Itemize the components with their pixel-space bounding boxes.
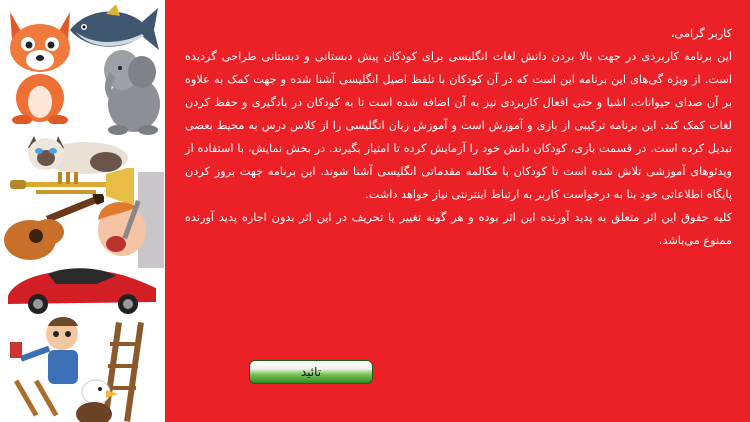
guitar-illustration	[0, 194, 104, 264]
copyright-paragraph: کلیه حقوق این اثر متعلق به پدید آورنده این اثر بوده و هر گونه تغییر یا تحریف در این اثر بدون اجازه پدید آورنده ممنوع می‌باشد.	[185, 211, 732, 247]
elephant-illustration	[98, 48, 164, 136]
confirm-button[interactable]: تائید	[249, 360, 373, 384]
greeting-text: کاربر گرامی،	[670, 27, 732, 40]
eagle-illustration	[72, 378, 122, 422]
about-dialog	[165, 0, 750, 422]
fox-illustration	[0, 6, 80, 124]
boy-eating-illustration	[92, 172, 164, 268]
red-car-illustration	[4, 260, 160, 316]
about-text	[185, 22, 732, 252]
description-paragraph: این برنامه کاربردی در جهت بالا بردن دانش لغات انگلیسی برای کودکان پیش دبستانی و دبستانی طراحی گردیده است. از ویژه گی‌های این برنامه این است که در آن کودکان با تلفظ اصیل انگلیسی آشنا شده و جهت کمک به علاوه بر آن صدای حیوانات، اشیا و حتی افعال کاربردی نیز به آن اضافه شده است تا به کودکان در یادگیری و حفظ کردن لغات کمک کند. این برنامه ترکیبی از بازی و آموزش است و آموزش زبان انگلیسی را از کلاس درس به محیط بعضی تبدیل کرده است. در قسمت بازی، کودکان دانش خود را آزمایش کرده تا امتیاز بگیرند. در بخش نمایش، با استفاده از ویدئوهای آموزشی تلاش شده است تا کودکان با مکالمه مقدماتی انگلیسی آشنا شوند. این برنامه جهت بروز کردن پایگاه اطلاعاتی خود بنا به درخواست کاربر به ارتباط اینترنتی نیاز خواهد داشت.	[185, 50, 732, 201]
illustration-strip	[0, 0, 165, 422]
